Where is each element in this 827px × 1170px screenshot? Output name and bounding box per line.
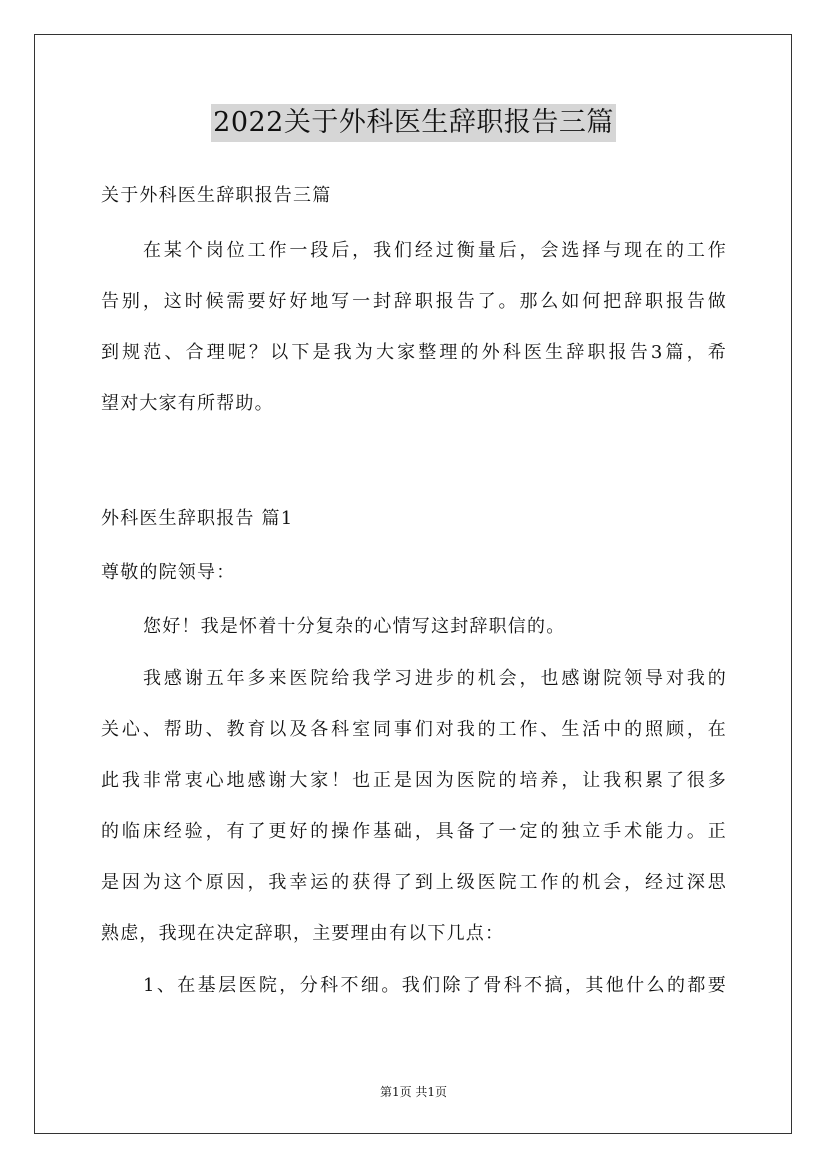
body-line: 关心、帮助、教育以及各科室同事们对我的工作、生活中的照顾，在 [101,719,727,740]
body-line: 是因为这个原因，我幸运的获得了到上级医院工作的机会，经过深思 [101,872,727,893]
greeting: 您好！我是怀着十分复杂的心情写这封辞职信的。 [143,616,566,637]
intro-paragraph [101,225,727,429]
document-body [101,173,727,1012]
title-container [0,104,827,142]
body-line: 我感谢五年多来医院给我学习进步的机会，也感谢院领导对我的 [143,668,727,689]
body-line: 的临床经验，有了更好的操作基础，具备了一定的独立手术能力。正 [101,821,727,842]
page-number: 第1页 共1页 [379,1085,448,1099]
body-line: 此我非常衷心地感谢大家！也正是因为医院的培养，让我积累了很多 [101,770,727,791]
body-paragraph [101,653,727,959]
section-heading: 外科医生辞职报告 篇1 [101,508,294,529]
intro-line: 告别，这时候需要好好地写一封辞职报告了。那么如何把辞职报告做 [101,291,727,312]
intro-line: 到规范、合理呢？以下是我为大家整理的外科医生辞职报告3篇，希 [101,342,727,363]
body-line: 熟虑，我现在决定辞职，主要理由有以下几点： [101,923,505,944]
salutation: 尊敬的院领导： [101,562,236,583]
document-title: 2022关于外科医生辞职报告三篇 [211,104,616,142]
intro-line: 在某个岗位工作一段后，我们经过衡量后，会选择与现在的工作 [143,240,727,261]
intro-line: 望对大家有所帮助。 [101,393,274,414]
point-line: 1、在基层医院，分科不细。我们除了骨科不搞，其他什么的都要 [143,975,727,996]
document-subtitle: 关于外科医生辞职报告三篇 [101,185,332,206]
page-footer [0,1083,827,1100]
